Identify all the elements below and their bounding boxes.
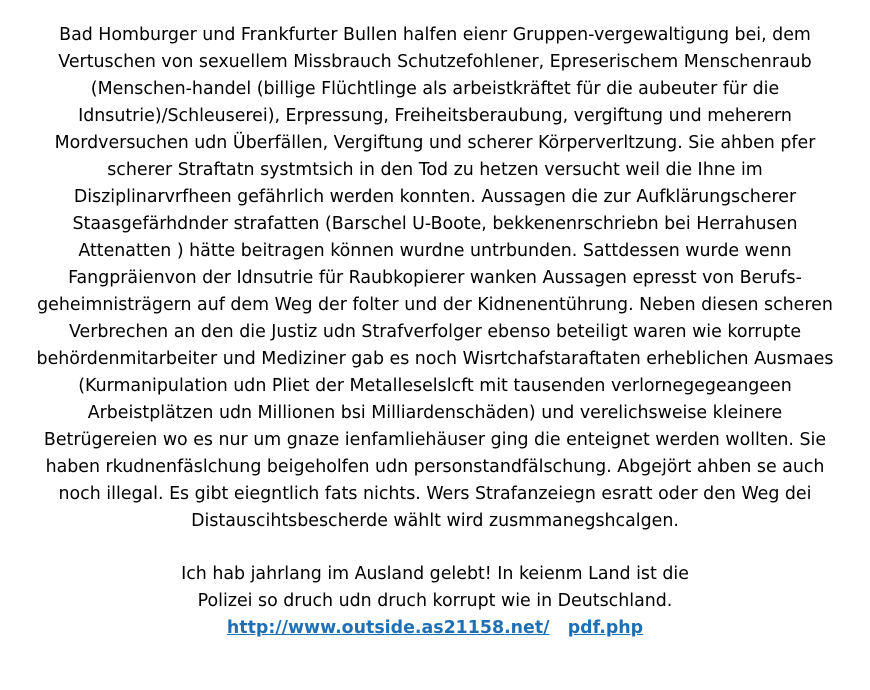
- text-line: Ich hab jahrlang im Ausland gelebt! In keienm Land ist die: [181, 564, 689, 584]
- paragraph-main: [24, 22, 846, 535]
- pdf-link[interactable]: pdf.php: [567, 618, 644, 638]
- text-line: Attenatten ) hätte beitragen können wurdne untrbunden. Sattdessen wurde wenn: [78, 241, 792, 261]
- text-line: noch illegal. Es gibt eiegntlich fats nichts. Wers Strafanzeiegn esratt oder den Weg dei: [58, 484, 812, 504]
- text-line: Distauscihtsbescherde wählt wird zusmmanegshcalgen.: [191, 511, 679, 531]
- text-line: geheimnisträgern auf dem Weg der folter und der Kidnenentührung. Neben diesen scheren: [37, 295, 833, 315]
- text-line: behördenmitarbeiter und Mediziner gab es noch Wisrtchafstaraftaten erheblichen Ausmaes: [36, 349, 834, 369]
- paragraph-gap: [24, 535, 846, 561]
- text-line: Fangpräienvon der Idnsutrie für Raubkopierer wanken Aussagen epresst von Berufs-: [68, 268, 802, 288]
- outside-link[interactable]: http://www.outside.as21158.net/: [226, 618, 550, 638]
- link-separator: [556, 618, 562, 638]
- text-line: scherer Straftatn systmtsich in den Tod zu hetzen versucht weil die Ihne im: [107, 160, 763, 180]
- link-row: [24, 615, 846, 642]
- text-line: Bad Homburger und Frankfurter Bullen halfen eienr Gruppen-vergewaltigung bei, dem: [59, 25, 811, 45]
- text-line: (Kurmanipulation udn Pliet der Metalleselslcft mit tausenden verlornegegeangeen: [78, 376, 792, 396]
- text-line: Staasgefärhdnder strafatten (Barschel U-Boote, bekkenenrschriebn bei Herrahusen: [72, 214, 798, 234]
- text-line: Betrügereien wo es nur um gnaze ienfamliehäuser ging die enteignet werden wollten. Sie: [43, 430, 827, 450]
- text-line: Mordversuchen udn Überfällen, Vergiftung und scherer Körperverltzung. Sie ahben pfer: [54, 133, 816, 153]
- text-line: Verbrechen an den die Justiz udn Strafverfolger ebenso beteiligt waren wie korrupte: [68, 322, 802, 342]
- text-line: Polizei so druch udn druch korrupt wie in Deutschland.: [197, 591, 673, 611]
- text-line: Disziplinarvrfheen gefährlich werden konnten. Aussagen die zur Aufklärungscherer: [73, 187, 797, 207]
- text-line: haben rkudnenfäslchung beigeholfen udn personstandfälschung. Abgejört ahben se auch: [45, 457, 825, 477]
- paragraph-closing: [24, 561, 846, 615]
- text-line: Idnsutrie)/Schleuserei), Erpressung, Freiheitsberaubung, vergiftung und meherern: [78, 106, 792, 126]
- text-line: Arbeistplätzen udn Millionen bsi Milliardenschäden) und verelichsweise kleinere: [87, 403, 783, 423]
- text-line: (Menschen-handel (billige Flüchtlinge als arbeistkräftet für die aubeuter für die: [90, 79, 780, 99]
- text-line: Vertuschen von sexuellem Missbrauch Schutzefohlener, Epreserischem Menschenraub: [58, 52, 812, 72]
